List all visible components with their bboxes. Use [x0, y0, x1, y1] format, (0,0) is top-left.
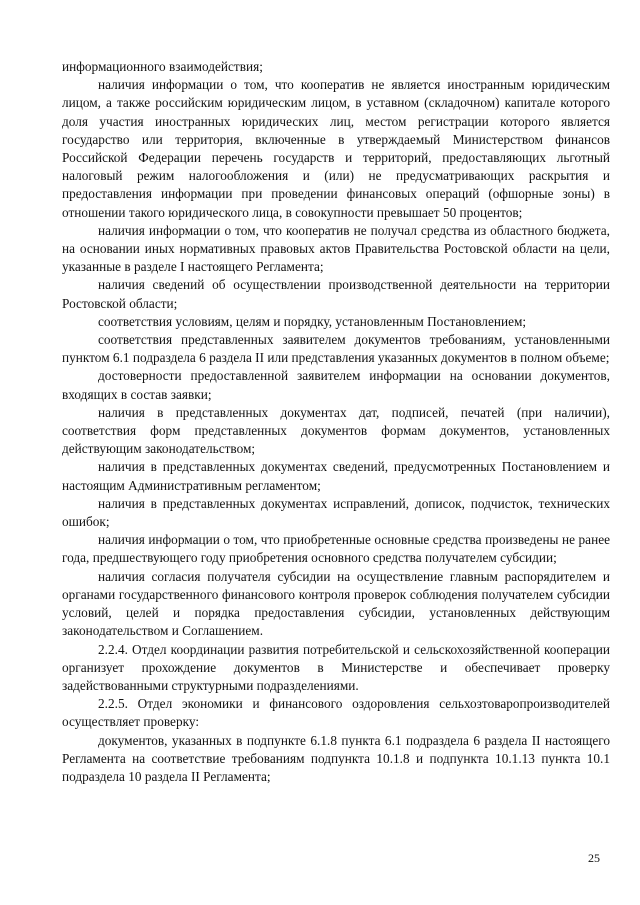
paragraph: соответствия представленных заявителем документов требованиям, установленными пунктом 6.1 подраздела 6 раздела II или представления указанных документов в полном объеме;	[62, 332, 610, 366]
paragraph: документов, указанных в подпункте 6.1.8 пункта 6.1 подраздела 6 раздела II настоящего Регламента на соответствие требованиям подпункта 10.1.8 и подпункта 10.1.13 пункта 10.1 подраздела 10 раздела II Регламента;	[62, 732, 610, 784]
paragraph: наличия в представленных документах дат, подписей, печатей (при наличии), соответствия форм представленных документов формам документов, установленных действующим законодательством;	[62, 404, 610, 457]
document-body	[62, 58, 610, 786]
paragraph: наличия информации о том, что приобретенные основные средства произведены не ранее года, предшествующего году приобретения основного средства получателем субсидии;	[62, 532, 610, 566]
paragraph: наличия в представленных документах исправлений, дописок, подчисток, технических ошибок;	[62, 495, 610, 530]
paragraph: 2.2.4. Отдел координации развития потребительской и сельскохозяйственной кооперации организует прохождение документов в Министерстве и обеспечивает проверку задействованными структурными подразделениями.	[62, 641, 610, 693]
paragraph: 2.2.5. Отдел экономики и финансового оздоровления сельхозтоваропроизводителей осуществляет проверку:	[62, 696, 610, 730]
paragraph: достоверности предоставленной заявителем информации на основании документов, входящих в состав заявки;	[62, 368, 610, 402]
paragraph: наличия информации о том, что кооператив не является иностранным юридическим лицом, а также российским юридическим лицом, в уставном (складочном) капитале которого доля участия иностранных юридических лиц, местом регистрации которого является государство или территория, включенные в утверждаемый Министерством финансов Российской Федерации перечень государств и территорий, предоставляющих льготный налоговый режим налогообложения и (или) не предусматривающих раскрытия и предоставления информации при проведении финансовых операций (офшорные зоны) в отношении такого юридического лица, в совокупности превышает 50 процентов;	[62, 77, 610, 220]
paragraph: соответствия условиям, целям и порядку, установленным Постановлением;	[98, 313, 527, 329]
paragraph: наличия информации о том, что кооператив не получал средства из областного бюджета, на основании иных нормативных правовых актов Правительства Ростовской области на цели, указанные в разделе I настоящего Регламента;	[62, 222, 610, 275]
page-number: 25	[588, 851, 600, 865]
paragraph: наличия сведений об осуществлении производственной деятельности на территории Ростовской области;	[62, 277, 610, 311]
paragraph: наличия в представленных документах сведений, предусмотренных Постановлением и настоящим Административным регламентом;	[62, 459, 610, 493]
paragraph: информационного взаимодействия;	[62, 59, 263, 74]
paragraph: наличия согласия получателя субсидии на осуществление главным распорядителем и органами государственного финансового контроля проверок соблюдения получателем субсидии условий, целей и порядка предоставления субсидии, установленных действующим законодательством и Соглашением.	[62, 568, 610, 639]
